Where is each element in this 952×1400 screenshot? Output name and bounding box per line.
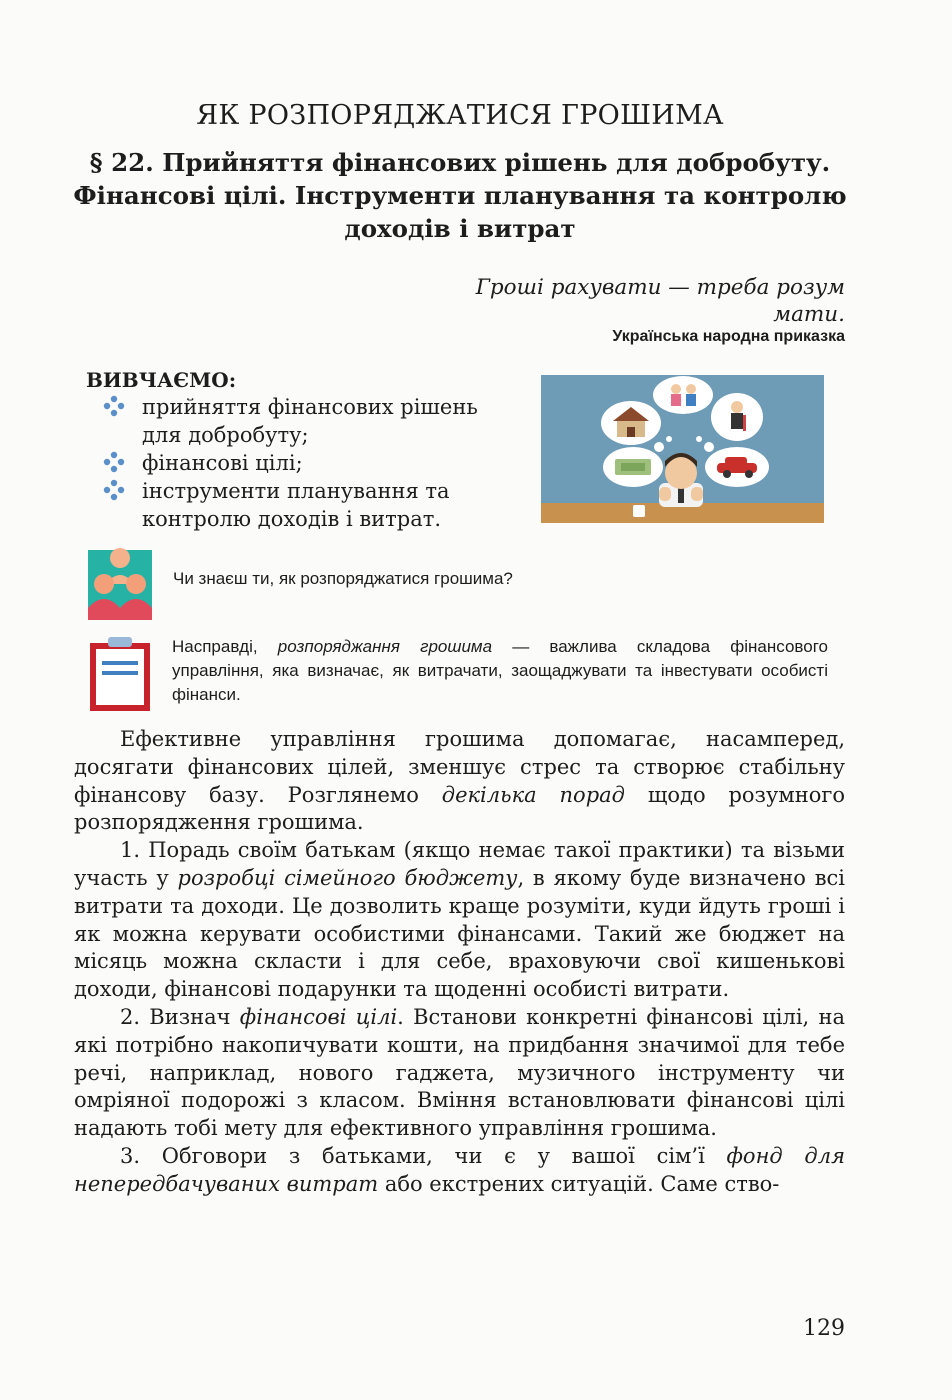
emphasis: фінансові цілі <box>239 1004 398 1029</box>
page-number: 129 <box>803 1316 845 1341</box>
text-run: 2. Визнач <box>120 1004 240 1029</box>
body-paragraph <box>74 1143 845 1199</box>
study-item-text: фінансові цілі; <box>142 451 303 475</box>
epigraph-line-2: мати. <box>773 302 845 327</box>
text-run: . Встанови конкретні фінансові цілі, на які потрібно накопичувати кошти, на придбання значимої для тебе речі, наприклад, нового гаджета, музичного інструменту чи омріяної подорожі з класом. Вміння встановлювати фінансові цілі надають тобі мету для ефективного управління грошима. <box>74 1004 845 1141</box>
body-paragraph <box>74 1004 845 1143</box>
definition-note <box>172 635 828 707</box>
study-item <box>102 449 522 477</box>
text-run: , в якому буде визначено всі витрати та доходи. Це дозволить краще розуміти, куди йдуть гроші і як можна керувати особистими фінансами. Такий же бюджет на місяць можна скласти і для себе, враховуючи свої кишенькові доходи, фінансові подарунки та щоденні особисті витрати. <box>74 865 845 1002</box>
epigraph-line-1: Гроші рахувати — треба розум <box>475 275 845 300</box>
body-paragraph <box>74 837 845 1004</box>
text-run: щодо розумного розпорядження грошима. <box>74 782 845 835</box>
study-heading: ВИВЧАЄМО: <box>86 368 237 392</box>
study-item <box>102 393 522 449</box>
text-run: 3. Обговори з батьками, чи є у вашої сім’ї <box>120 1143 727 1168</box>
emphasis: декілька порад <box>441 782 625 807</box>
study-item-text: інструменти планування та контролю доходів і витрат. <box>142 479 450 531</box>
section-title: ЯК РОЗПОРЯДЖАТИСЯ ГРОШИМА <box>196 100 724 131</box>
emphasis: розробці сімейного бюджету <box>177 865 518 890</box>
definition-before: Насправді, <box>172 637 278 656</box>
text-run: 1. Порадь своїм батькам (якщо немає такої практики) та візьми участь у <box>74 838 845 890</box>
question-text: Чи знаєш ти, як розпоряджатися грошима? <box>173 569 513 588</box>
diamond-bullet-icon <box>102 394 126 418</box>
text-run: Ефективне управління грошима допомагає, насамперед, досягати фінансових цілей, зменшує стрес та створює стабільну фінансову базу. Розглянемо <box>74 727 845 807</box>
definition-after: — важлива складова фінансового управління, яка визначає, як витрачати, заощаджувати та інвестувати особисті фінанси. <box>172 637 828 704</box>
clipboard-icon <box>88 637 152 711</box>
definition-term: розпоряджання грошима <box>277 637 493 656</box>
body-text <box>74 726 845 1199</box>
study-item-text: прийняття фінансових рішень для добробуту; <box>142 395 478 447</box>
paragraph-title: § 22. Прийняття фінансових рішень для добробуту. Фінансові цілі. Інструменти планування та контролю доходів і витрат <box>73 148 847 243</box>
emphasis: фонд для непередбачуваних витрат <box>74 1143 845 1196</box>
epigraph <box>425 274 845 328</box>
diamond-bullet-icon <box>102 478 126 502</box>
text-run: або екстрених ситуацій. Саме ство- <box>378 1171 780 1196</box>
thinking-boy-illustration <box>541 375 824 523</box>
epigraph-source: Українська народна приказка <box>612 328 845 345</box>
study-item <box>102 477 522 533</box>
diamond-bullet-icon <box>102 450 126 474</box>
body-paragraph <box>74 726 845 837</box>
group-people-icon <box>88 546 152 620</box>
study-list <box>102 393 522 533</box>
